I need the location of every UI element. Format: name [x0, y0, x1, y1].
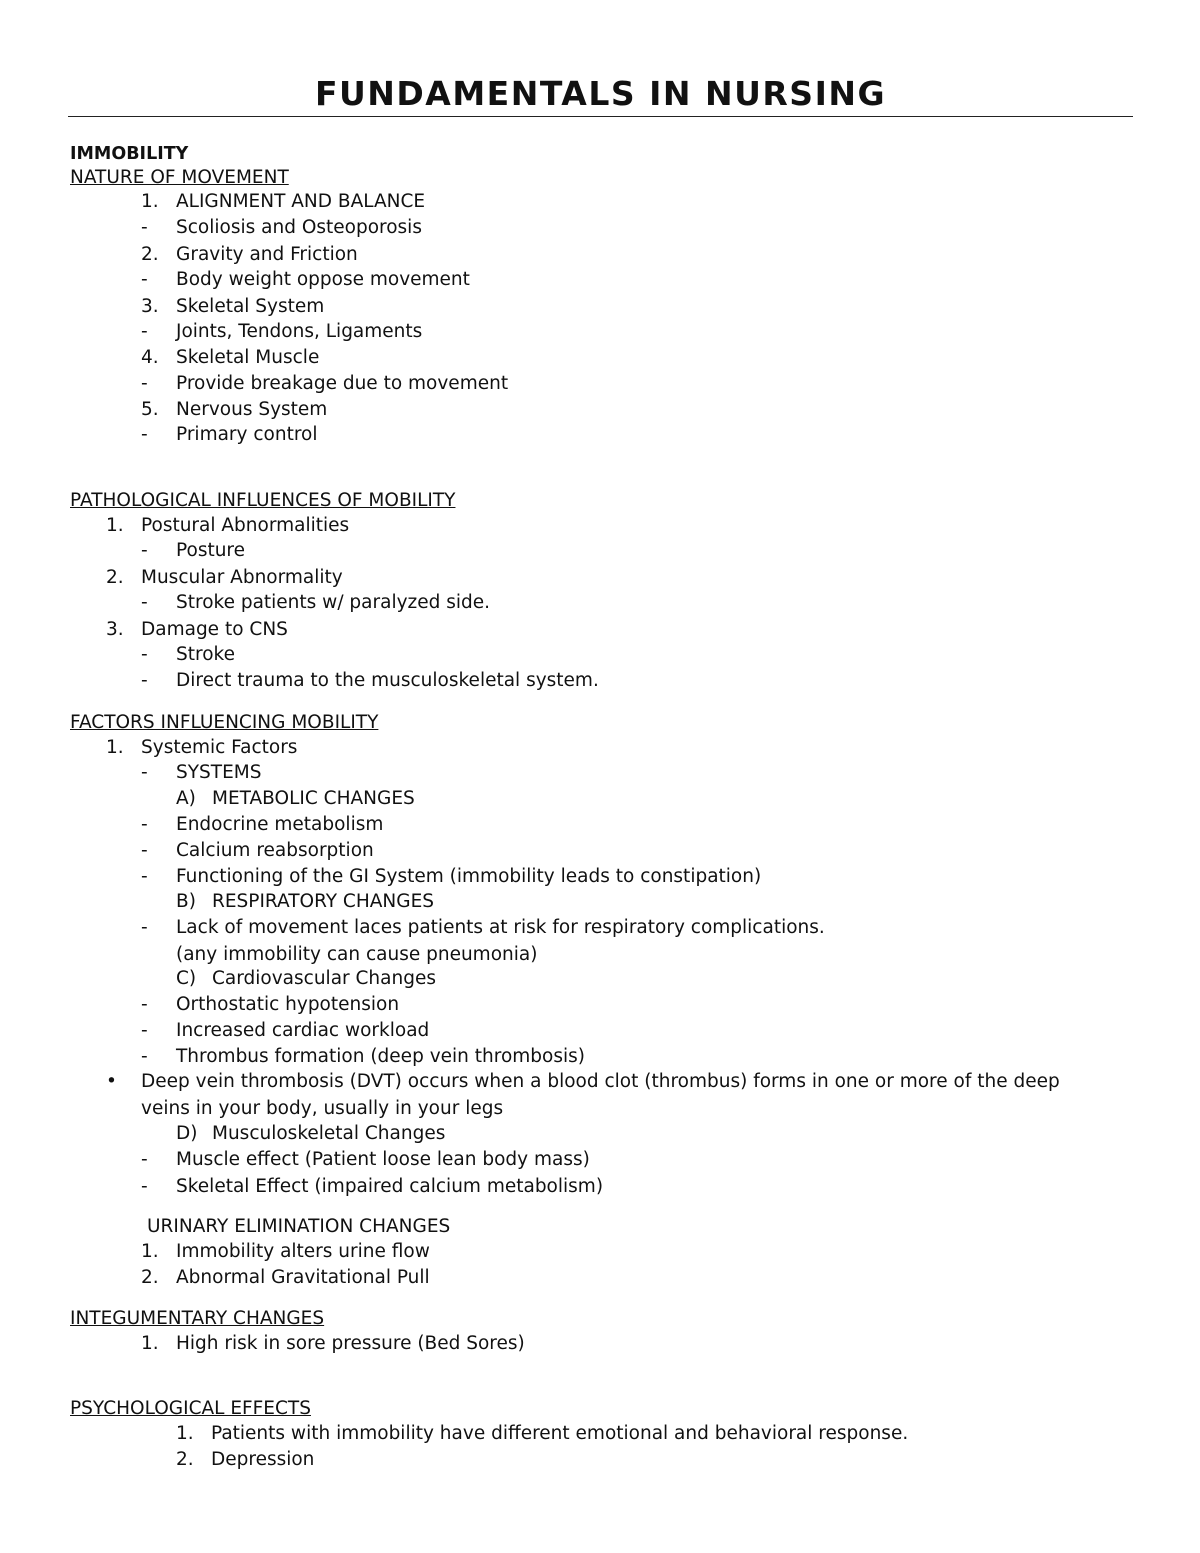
- list-subitem: Direct trauma to the musculoskeletal system.: [176, 670, 599, 691]
- list-subitem: Increased cardiac workload: [176, 1020, 430, 1041]
- letter-marker: C): [176, 968, 197, 989]
- heading-psychological-effects: PSYCHOLOGICAL EFFECTS: [70, 1398, 311, 1419]
- list-subitem: Calcium reabsorption: [176, 840, 374, 861]
- list-subitem: Muscle effect (Patient loose lean body mass): [176, 1149, 590, 1170]
- list-number: 3.: [141, 296, 159, 317]
- list-item: Skeletal Muscle: [176, 347, 320, 368]
- heading-pathological-influences: PATHOLOGICAL INFLUENCES OF MOBILITY: [70, 490, 456, 511]
- dash-marker: -: [141, 540, 148, 561]
- dash-marker: -: [141, 217, 148, 238]
- list-subitem: Lack of movement laces patients at risk for respiratory complications.: [176, 917, 825, 938]
- subsection-title: Musculoskeletal Changes: [212, 1123, 446, 1144]
- dash-marker: -: [141, 840, 148, 861]
- dash-marker: -: [141, 644, 148, 665]
- list-item: High risk in sore pressure (Bed Sores): [176, 1333, 525, 1354]
- list-number: 5.: [141, 399, 159, 420]
- list-number: 1.: [176, 1423, 194, 1444]
- list-number: 2.: [176, 1449, 194, 1470]
- list-item: Nervous System: [176, 399, 328, 420]
- list-subitem: Skeletal Effect (impaired calcium metabolism): [176, 1176, 604, 1197]
- dash-marker: -: [141, 424, 148, 445]
- title-divider: [68, 116, 1133, 117]
- subsection-title: METABOLIC CHANGES: [212, 788, 415, 809]
- list-subitem-continued: (any immobility can cause pneumonia): [176, 944, 538, 965]
- list-item: Damage to CNS: [141, 619, 288, 640]
- list-item: Abnormal Gravitational Pull: [176, 1267, 430, 1288]
- heading-factors-influencing-mobility: FACTORS INFLUENCING MOBILITY: [70, 712, 379, 733]
- list-number: 1.: [106, 737, 124, 758]
- bullet-marker: •: [106, 1071, 117, 1092]
- dash-marker: -: [141, 1149, 148, 1170]
- list-number: 1.: [141, 1241, 159, 1262]
- dash-marker: -: [141, 1046, 148, 1067]
- list-subitem: Endocrine metabolism: [176, 814, 384, 835]
- list-number: 1.: [106, 515, 124, 536]
- subsection-title: RESPIRATORY CHANGES: [212, 891, 435, 912]
- list-subitem: Functioning of the GI System (immobility leads to constipation): [176, 866, 762, 887]
- dash-marker: -: [141, 670, 148, 691]
- list-subitem: Thrombus formation (deep vein thrombosis): [176, 1046, 585, 1067]
- letter-marker: B): [176, 891, 196, 912]
- list-subitem: Scoliosis and Osteoporosis: [176, 217, 422, 238]
- dvt-note-line2: veins in your body, usually in your legs: [141, 1098, 504, 1119]
- list-item: Immobility alters urine flow: [176, 1241, 430, 1262]
- letter-marker: A): [176, 788, 196, 809]
- page-title: FUNDAMENTALS IN NURSING: [314, 74, 887, 113]
- dvt-note-line1: Deep vein thrombosis (DVT) occurs when a blood clot (thrombus) forms in one or more of the deep: [141, 1071, 1060, 1092]
- list-item: Patients with immobility have different emotional and behavioral response.: [211, 1423, 909, 1444]
- heading-nature-of-movement: NATURE OF MOVEMENT: [70, 167, 289, 188]
- list-subitem: Stroke patients w/ paralyzed side.: [176, 592, 491, 613]
- list-subitem: Body weight oppose movement: [176, 269, 470, 290]
- list-item: Systemic Factors: [141, 737, 298, 758]
- list-number: 2.: [141, 1267, 159, 1288]
- list-item: ALIGNMENT AND BALANCE: [176, 191, 426, 212]
- dash-marker: -: [141, 373, 148, 394]
- section-title-immobility: IMMOBILITY: [70, 144, 189, 164]
- list-number: 4.: [141, 347, 159, 368]
- list-number: 2.: [106, 567, 124, 588]
- list-subitem: Orthostatic hypotension: [176, 994, 400, 1015]
- list-subitem: Posture: [176, 540, 246, 561]
- list-item: Depression: [211, 1449, 315, 1470]
- heading-integumentary-changes: INTEGUMENTARY CHANGES: [70, 1308, 325, 1329]
- dash-marker: -: [141, 1020, 148, 1041]
- dash-marker: -: [141, 269, 148, 290]
- dash-marker: -: [141, 1176, 148, 1197]
- dash-marker: -: [141, 321, 148, 342]
- list-item: Muscular Abnormality: [141, 567, 343, 588]
- list-item: Gravity and Friction: [176, 244, 358, 265]
- list-subitem: Joints, Tendons, Ligaments: [176, 321, 423, 342]
- dash-marker: -: [141, 866, 148, 887]
- list-item: Skeletal System: [176, 296, 325, 317]
- list-item: Postural Abnormalities: [141, 515, 350, 536]
- dash-marker: -: [141, 762, 148, 783]
- letter-marker: D): [176, 1123, 198, 1144]
- dash-marker: -: [141, 994, 148, 1015]
- list-subitem: Stroke: [176, 644, 235, 665]
- dash-marker: -: [141, 917, 148, 938]
- list-subitem: SYSTEMS: [176, 762, 262, 783]
- list-subitem: Provide breakage due to movement: [176, 373, 509, 394]
- list-subitem: Primary control: [176, 424, 318, 445]
- heading-urinary-elimination: URINARY ELIMINATION CHANGES: [147, 1216, 451, 1237]
- subsection-title: Cardiovascular Changes: [212, 968, 436, 989]
- dash-marker: -: [141, 814, 148, 835]
- list-number: 1.: [141, 1333, 159, 1354]
- list-number: 2.: [141, 244, 159, 265]
- list-number: 1.: [141, 191, 159, 212]
- dash-marker: -: [141, 592, 148, 613]
- list-number: 3.: [106, 619, 124, 640]
